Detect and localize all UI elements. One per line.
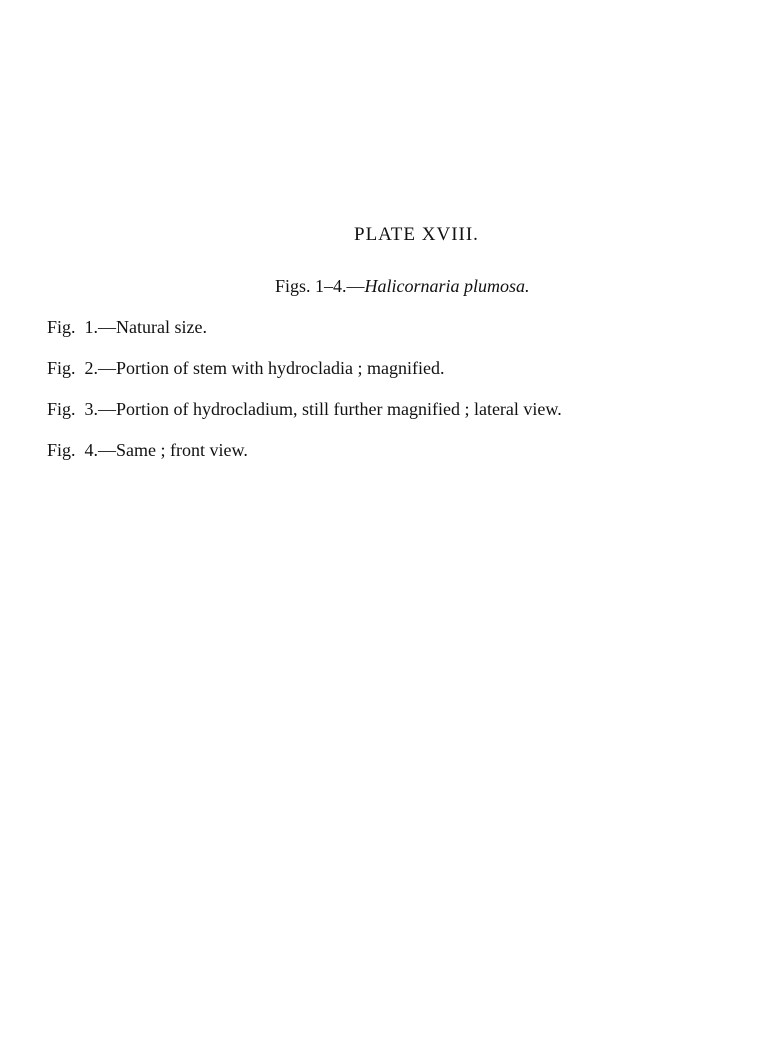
fig-label: Fig. (47, 440, 76, 460)
plate-title: PLATE XVIII. (354, 224, 479, 245)
fig-label: Fig. (47, 317, 76, 337)
legend-text: 2.—Portion of stem with hydrocladia ; magnified. (84, 358, 445, 378)
legend-item-fig-4 (47, 439, 562, 480)
legend-item-fig-3 (47, 398, 562, 439)
legend-text: 3.—Portion of hydrocladium, still further magnified ; lateral view. (84, 399, 562, 419)
fig-label: Fig. (47, 399, 76, 419)
fig-label: Fig. (47, 358, 76, 378)
legend-text: 1.—Natural size. (84, 317, 207, 337)
legend-item-fig-2 (47, 357, 562, 398)
legend-item-fig-1 (47, 316, 562, 357)
legend-text: 4.—Same ; front view. (84, 440, 248, 460)
figs-range: Figs. 1–4.— (275, 276, 365, 296)
figure-legend (47, 316, 562, 480)
figs-heading (275, 276, 530, 297)
species-name: Halicornaria plumosa. (364, 276, 530, 296)
